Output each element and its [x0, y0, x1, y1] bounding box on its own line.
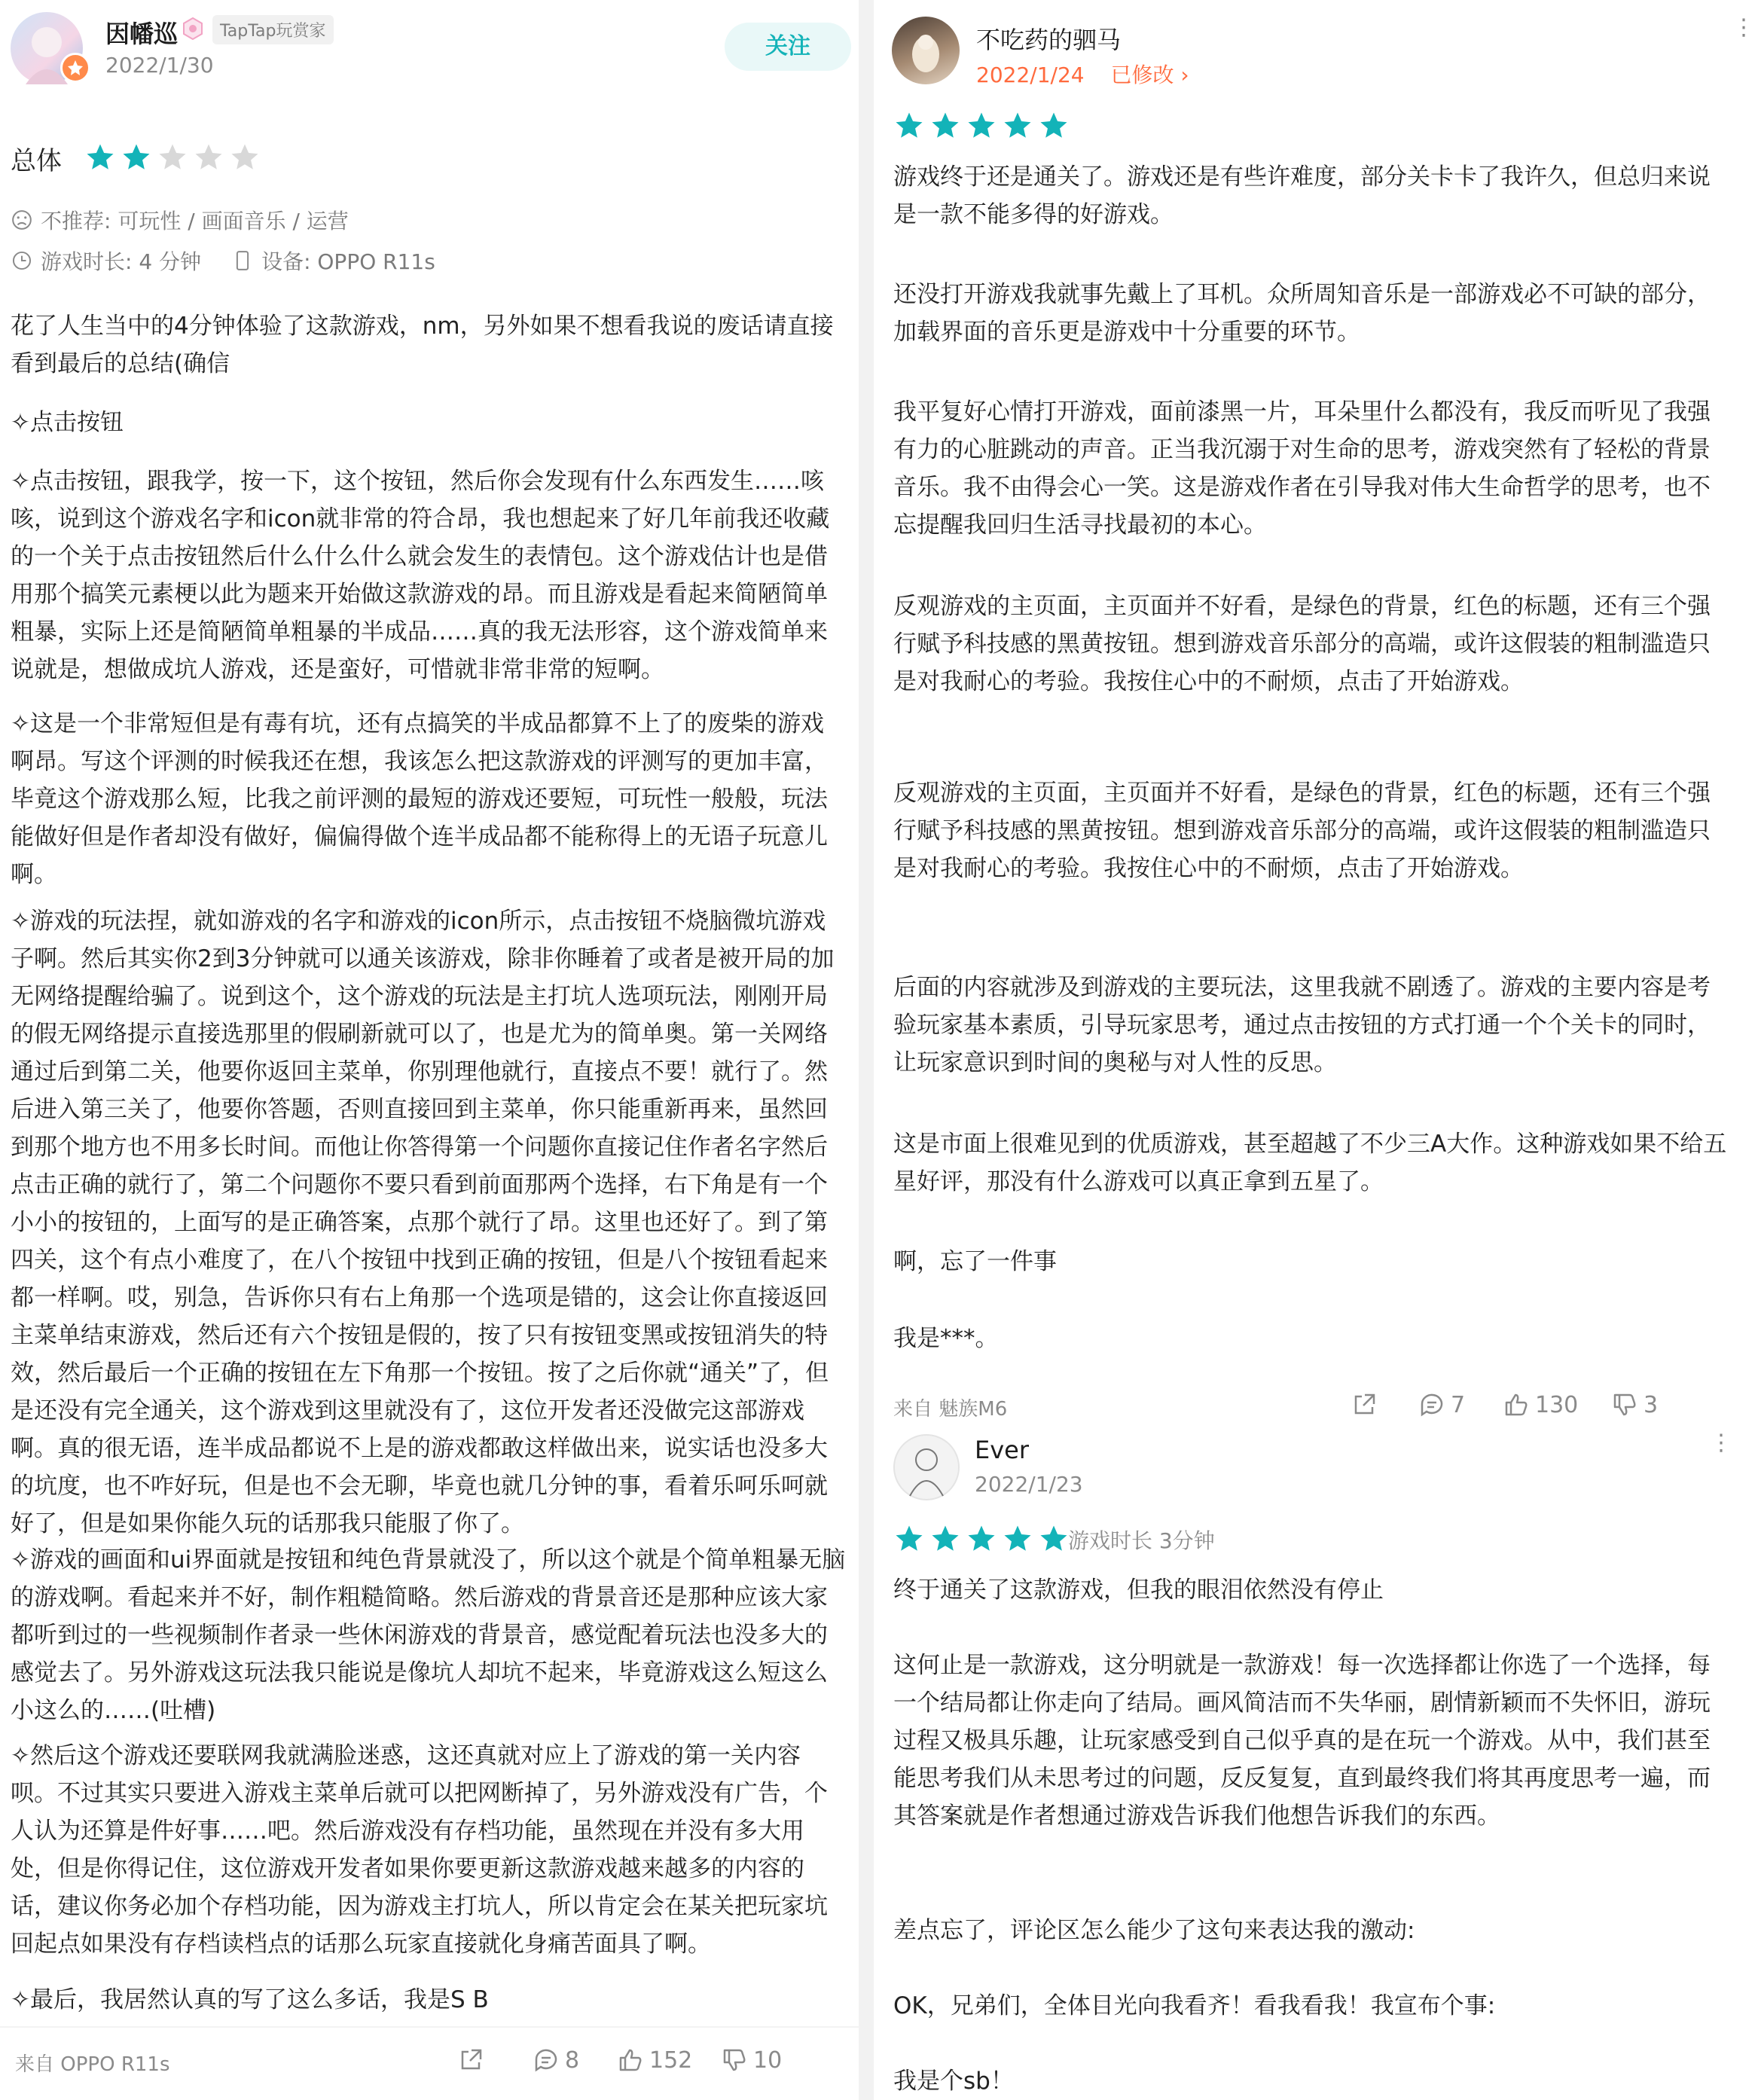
- phone-icon: [231, 249, 254, 272]
- avatar[interactable]: [893, 1434, 960, 1500]
- star-filled-icon: [893, 110, 925, 142]
- more-options-icon[interactable]: ⋮: [1732, 14, 1755, 41]
- follow-button[interactable]: 关注: [725, 23, 851, 71]
- play-time: 游戏时长: 4 分钟: [41, 249, 202, 274]
- star-filled-icon: [84, 142, 116, 173]
- review-paragraph: 反观游戏的主页面，主页面并不好看，是绿色的背景，红色的标题，还有三个强行赋予科技感的黑黄按钮。想到游戏音乐部分的高端，或许这假装的粗制滥造只是对我耐心的考验。我按住心中的不耐烦，点击了开始游戏。: [893, 593, 1711, 695]
- star-empty-icon: [193, 142, 224, 173]
- review-card-right: [874, 0, 1755, 2100]
- comment-count: 8: [565, 2047, 580, 2074]
- star-filled-icon: [1002, 110, 1033, 142]
- share-icon: [456, 2046, 485, 2074]
- player-level-icon: [181, 17, 205, 41]
- avatar[interactable]: [892, 17, 960, 84]
- comment-count: 7: [1451, 1391, 1466, 1418]
- review-date-text: 2022/1/24: [976, 63, 1085, 87]
- star-filled-icon: [966, 1523, 997, 1555]
- review-paragraph: 游戏终于还是通关了。游戏还是有些许难度，部分关卡卡了我许久，但总归来说是一款不能多得的好游戏。: [893, 163, 1711, 228]
- star-filled-icon: [1038, 1523, 1070, 1555]
- from-device: 来自 魅族M6: [893, 1398, 1008, 1421]
- review-paragraph: ✧点击按钮，跟我学，按一下，这个按钮，然后你会发现有什么东西发生……咳咳，说到这个游戏名字和icon就非常的符合昂，我也想起来了好几年前我还收藏的一个关于点击按钮然后什么什么什么就会发生的表情包。这个游戏估计也是借用那个搞笑元素梗以此为题来开始做这款游戏的昂。而且游戏是看起来简陋简单粗暴，实际上还是简陋简单粗暴的半成品……真的我无法形容，这个游戏简单来说就是，想做成坑人游戏，还是蛮好，可惜就非常非常的短啊。: [11, 468, 830, 683]
- clock-icon: [11, 249, 33, 272]
- verified-badge-icon: [60, 53, 90, 83]
- review-paragraph: 终于通关了这款游戏，但我的眼泪依然没有停止: [893, 1577, 1384, 1604]
- more-options-icon[interactable]: ⋮: [1710, 1430, 1732, 1456]
- review-paragraph: ✧然后这个游戏还要联网我就满脸迷惑，这还真就对应上了游戏的第一关内容呗。不过其实只要进入游戏主菜单后就可以把网断掉了，另外游戏没有广告，个人认为还算是件好事……吧。然后游戏没有存档功能，虽然现在并没有多大用处，但是你得记住，这位游戏开发者如果你要更新这款游戏越来越多的内容的话，建议你务必加个存档功能，因为游戏主打坑人，所以肯定会在某关把玩家坑回起点如果没有存档读档点的话那么玩家直接就化身痛苦面具了啊。: [11, 1742, 828, 1958]
- review-paragraph: 还没打开游戏我就事先戴上了耳机。众所周知音乐是一部游戏必不可缺的部分，加载界面的音乐更是游戏中十分重要的环节。: [893, 281, 1711, 346]
- share-button[interactable]: [456, 2046, 485, 2074]
- not-recommend-text: 不推荐: 可玩性 / 画面音乐 / 运营: [41, 209, 349, 234]
- review-date: 2022/1/23: [975, 1472, 1083, 1497]
- review-paragraph: ✧这是一个非常短但是有毒有坑，还有点搞笑的半成品都算不上了的废柴的游戏啊昂。写这个评测的时候我还在想，我该怎么把这款游戏的评测写的更加丰富，毕竟这个游戏那么短，比我之前评测的最短的游戏还要短，可玩性一般般，玩法能做好但是作者却没有做好，偏偏得做个连半成品都不能称得上的无语子玩意儿啊。: [11, 710, 828, 888]
- review-paragraph: 差点忘了，评论区怎么能少了这句来表达我的激动:: [893, 1917, 1415, 1944]
- star-filled-icon: [929, 1523, 961, 1555]
- review-paragraph: 我平复好心情打开游戏，面前漆黑一片，耳朵里什么都没有，我反而听见了我强有力的心脏跳动的声音。正当我沉溺于对生命的思考，游戏突然有了轻松的背景音乐。我不由得会心一笑。这是游戏作者在引导我对伟大生命哲学的思考，也不忘提醒我回归生活寻找最初的本心。: [893, 398, 1711, 539]
- star-filled-icon: [966, 110, 997, 142]
- star-empty-icon: [157, 142, 188, 173]
- review-paragraph: 花了人生当中的4分钟体验了这款游戏，nm，另外如果不想看我说的废话请直接看到最后的总结(确信: [11, 313, 834, 377]
- comment-button[interactable]: [532, 2046, 579, 2074]
- thumbs-up-icon: [616, 2046, 645, 2074]
- review-paragraph: ✧游戏的画面和ui界面就是按钮和纯色背景就没了，所以这个就是个简单粗暴无脑的游戏啊。看起来并不好，制作粗糙简略。然后游戏的背景音还是那种应该大家都听到过的一些视频制作者录一些休闲游戏的背景音，感觉配着玩法也没多大的感觉去了。另外游戏这玩法我只能说是像坑人却坑不起来，毕竟游戏这么短这么小这么的……(吐槽): [11, 1546, 846, 1724]
- star-empty-icon: [229, 142, 261, 173]
- play-info-row: [11, 246, 435, 276]
- column-divider: [859, 0, 874, 2100]
- sad-face-icon: [11, 209, 33, 231]
- thumbs-down-icon: [720, 2046, 749, 2074]
- device: 设备: OPPO R11s: [261, 249, 435, 274]
- like-count: 152: [649, 2047, 693, 2074]
- review-paragraph: 后面的内容就涉及到游戏的主要玩法，这里我就不剧透了。游戏的主要内容是考验玩家基本素质，引导玩家思考，通过点击按钮的方式打通一个个关卡的同时，让玩家意识到时间的奥秘与对人性的反思。: [893, 974, 1711, 1076]
- thumbs-down-icon: [1610, 1390, 1639, 1419]
- star-filled-icon: [121, 142, 152, 173]
- review-paragraph: 反观游戏的主页面，主页面并不好看，是绿色的背景，红色的标题，还有三个强行赋予科技感的黑黄按钮。想到游戏音乐部分的高端，或许这假装的粗制滥造只是对我耐心的考验。我按住心中的不耐烦，点击了开始游戏。: [893, 780, 1711, 882]
- rating-stars: [893, 1523, 1070, 1555]
- star-filled-icon: [1002, 1523, 1033, 1555]
- review-paragraph: OK，兄弟们，全体目光向我看齐！看我看我！我宣布个事:: [893, 1992, 1496, 2019]
- review-paragraph: 这何止是一款游戏，这分明就是一款游戏！每一次选择都让你选了一个选择，每一个结局都让你走向了结局。画风简洁而不失华丽，剧情新颖而不失怀旧，游玩过程又极具乐趣，让玩家感受到自己似乎真的是在玩一个游戏。从中，我们甚至能思考我们从未思考过的问题，反反复复，直到最终我们将其再度思考一遍，而其答案就是作者想通过游戏告诉我们他想告诉我们的东西。: [893, 1652, 1711, 1830]
- rating-stars: [893, 110, 1070, 142]
- review-paragraph: 这是市面上很难见到的优质游戏，甚至超越了不少三A大作。这种游戏如果不给五星好评，那没有什么游戏可以真正拿到五星了。: [893, 1131, 1727, 1195]
- dislike-count: 3: [1644, 1391, 1659, 1418]
- review-paragraph: ✧点击按钮: [11, 409, 124, 436]
- review-card-left: [0, 0, 859, 2100]
- review-paragraph: 啊，忘了一件事: [893, 1248, 1057, 1275]
- dislike-count: 10: [753, 2047, 783, 2074]
- dislike-button[interactable]: [1610, 1390, 1658, 1419]
- dislike-button[interactable]: [720, 2046, 782, 2074]
- review-paragraph: 我是个sb！: [893, 2068, 1014, 2095]
- review-paragraph: 我是***。: [893, 1325, 999, 1352]
- like-button[interactable]: [1502, 1390, 1578, 1419]
- play-time: 游戏时长 3分钟: [1068, 1528, 1215, 1553]
- thumbs-up-icon: [1502, 1390, 1531, 1419]
- star-filled-icon: [893, 1523, 925, 1555]
- share-icon: [1350, 1390, 1378, 1419]
- share-button[interactable]: [1350, 1390, 1378, 1419]
- comment-icon: [1418, 1390, 1446, 1419]
- star-filled-icon: [1038, 110, 1070, 142]
- like-button[interactable]: [616, 2046, 692, 2074]
- username[interactable]: Ever: [975, 1436, 1029, 1464]
- comment-button[interactable]: [1418, 1390, 1465, 1419]
- username[interactable]: 不吃药的驷马: [976, 26, 1122, 54]
- review-date: 2022/1/30: [105, 53, 214, 78]
- review-paragraph: ✧游戏的玩法捏，就如游戏的名字和游戏的icon所示，点击按钮不烧脑微坑游戏子啊。然后其实你2到3分钟就可以通关该游戏，除非你睡着了或者是被开局的加无网络提醒给骗了。说到这个，这个游戏的玩法是主打坑人选项玩法，刚刚开局的假无网络提示直接选那里的假刷新就可以了，也是尤为的简单奥。第一关网络通过后到第二关，他要你返回主菜单，你别理他就行，直接点不要！就行了。然后进入第三关了，他要你答题，否则直接回到主菜单，你只能重新再来，虽然回到那个地方也不用多长时间。而他让你答得第一个问题你直接记住作者名字然后点击正确的就行了，第二个问题你不要只看到前面那两个选择，右下角是有一个小小的按钮的，上面写的是正确答案，点那个就行了昂。这里也还好了。到了第四关，这个有点小难度了，在八个按钮中找到正确的按钮，但是八个按钮看起来都一样啊。哎，别急，告诉你只有右上角那一个选项是错的，这会让你直接返回主菜单结束游戏，然后还有六个按钮是假的，按了只有按钮变黑或按钮消失的特效，然后最后一个正确的按钮在左下角那一个按钮。按了之后你就“通关”了，但是还没有完全通关，这个游戏到这里就没有了，这位开发者还没做完这部游戏啊。真的很无语，连半成品都说不上是的游戏都敢这样做出来，说实话也没多大的坑度，也不咋好玩，但是也不会无聊，毕竟也就几分钟的事，看着乐呵乐呵就好了，但是如果你能久玩的话那我只能服了你了。: [11, 908, 835, 1537]
- from-device: 来自 OPPO R11s: [15, 2053, 170, 2076]
- star-filled-icon: [929, 110, 961, 142]
- footer-divider: [0, 2026, 859, 2028]
- user-title-badge: TapTap玩赏家: [212, 15, 334, 44]
- not-recommend-row: [11, 205, 349, 235]
- username[interactable]: 因幡巡: [105, 20, 179, 48]
- rating-stars: [84, 142, 261, 173]
- like-count: 130: [1535, 1391, 1579, 1418]
- review-date: [976, 59, 1189, 89]
- overall-label: 总体: [11, 146, 62, 176]
- review-paragraph: ✧最后，我居然认真的写了这么多话，我是S B: [11, 1986, 489, 2013]
- edited-link[interactable]: 已修改 ›: [1110, 63, 1189, 87]
- comment-icon: [532, 2046, 560, 2074]
